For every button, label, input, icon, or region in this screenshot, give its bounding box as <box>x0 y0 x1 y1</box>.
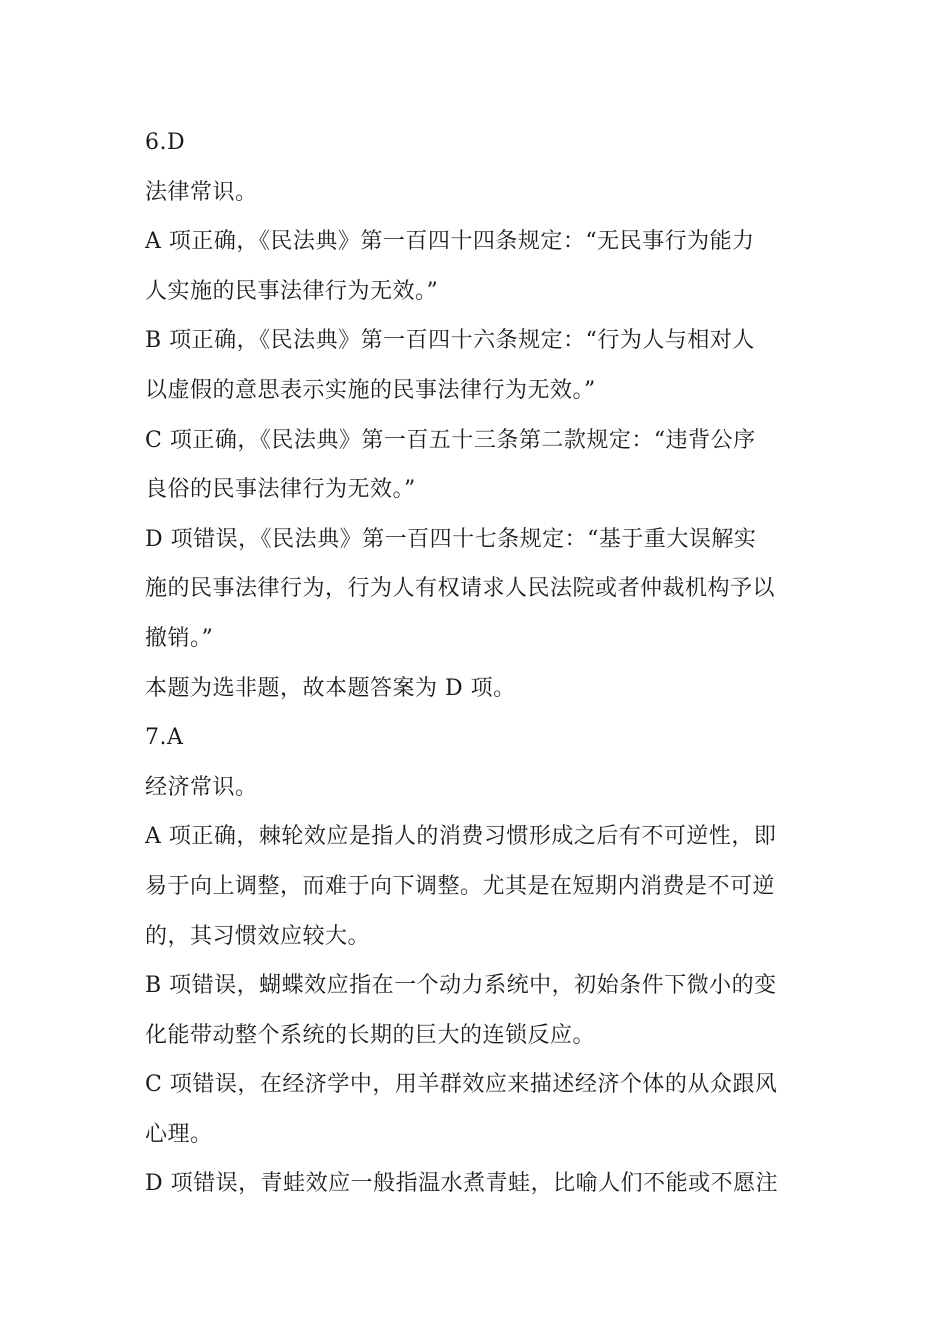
text-line: A 项正确，棘轮效应是指人的消费习惯形成之后有不可逆性，即 <box>145 824 777 850</box>
text-line: 化能带动整个系统的长期的巨大的连锁反应。 <box>145 1022 596 1048</box>
question-7-topic: 经济常识。 <box>145 774 258 800</box>
text-line: 心理。 <box>145 1121 213 1147</box>
question-7-answer: 7.A <box>145 725 184 751</box>
text-line: 易于向上调整，而难于向下调整。尤其是在短期内消费是不可逆 <box>145 873 776 899</box>
text-line: 良俗的民事法律行为无效。” <box>145 477 416 503</box>
answer-explanations <box>145 118 813 1209</box>
question-6-topic: 法律常识。 <box>145 179 258 205</box>
text-line: B 项正确，《民法典》第一百四十六条规定：“行为人与相对人 <box>145 328 755 354</box>
text-line: C 项错误，在经济学中，用羊群效应来描述经济个体的从众跟风 <box>145 1072 778 1098</box>
question-6-conclusion: 本题为选非题，故本题答案为 D 项。 <box>145 675 516 701</box>
text-line: B 项错误，蝴蝶效应指在一个动力系统中，初始条件下微小的变 <box>145 973 777 999</box>
text-line: C 项正确，《民法典》第一百五十三条第二款规定：“违背公序 <box>145 427 756 453</box>
text-line: 以虚假的意思表示实施的民事法律行为无效。” <box>145 377 596 403</box>
text-line: 施的民事法律行为，行为人有权请求人民法院或者仲裁机构予以 <box>145 576 776 602</box>
question-6-answer: 6.D <box>145 130 186 155</box>
text-line: A 项正确，《民法典》第一百四十四条规定：“无民事行为能力 <box>145 229 755 255</box>
text-line: D 项错误，青蛙效应一般指温水煮青蛙，比喻人们不能或不愿注 <box>145 1171 779 1197</box>
text-line: 撤销。” <box>145 625 214 651</box>
text-line: 的，其习惯效应较大。 <box>145 923 371 949</box>
text-line: D 项错误，《民法典》第一百四十七条规定：“基于重大误解实 <box>145 526 757 552</box>
text-line: 人实施的民事法律行为无效。” <box>145 278 439 304</box>
